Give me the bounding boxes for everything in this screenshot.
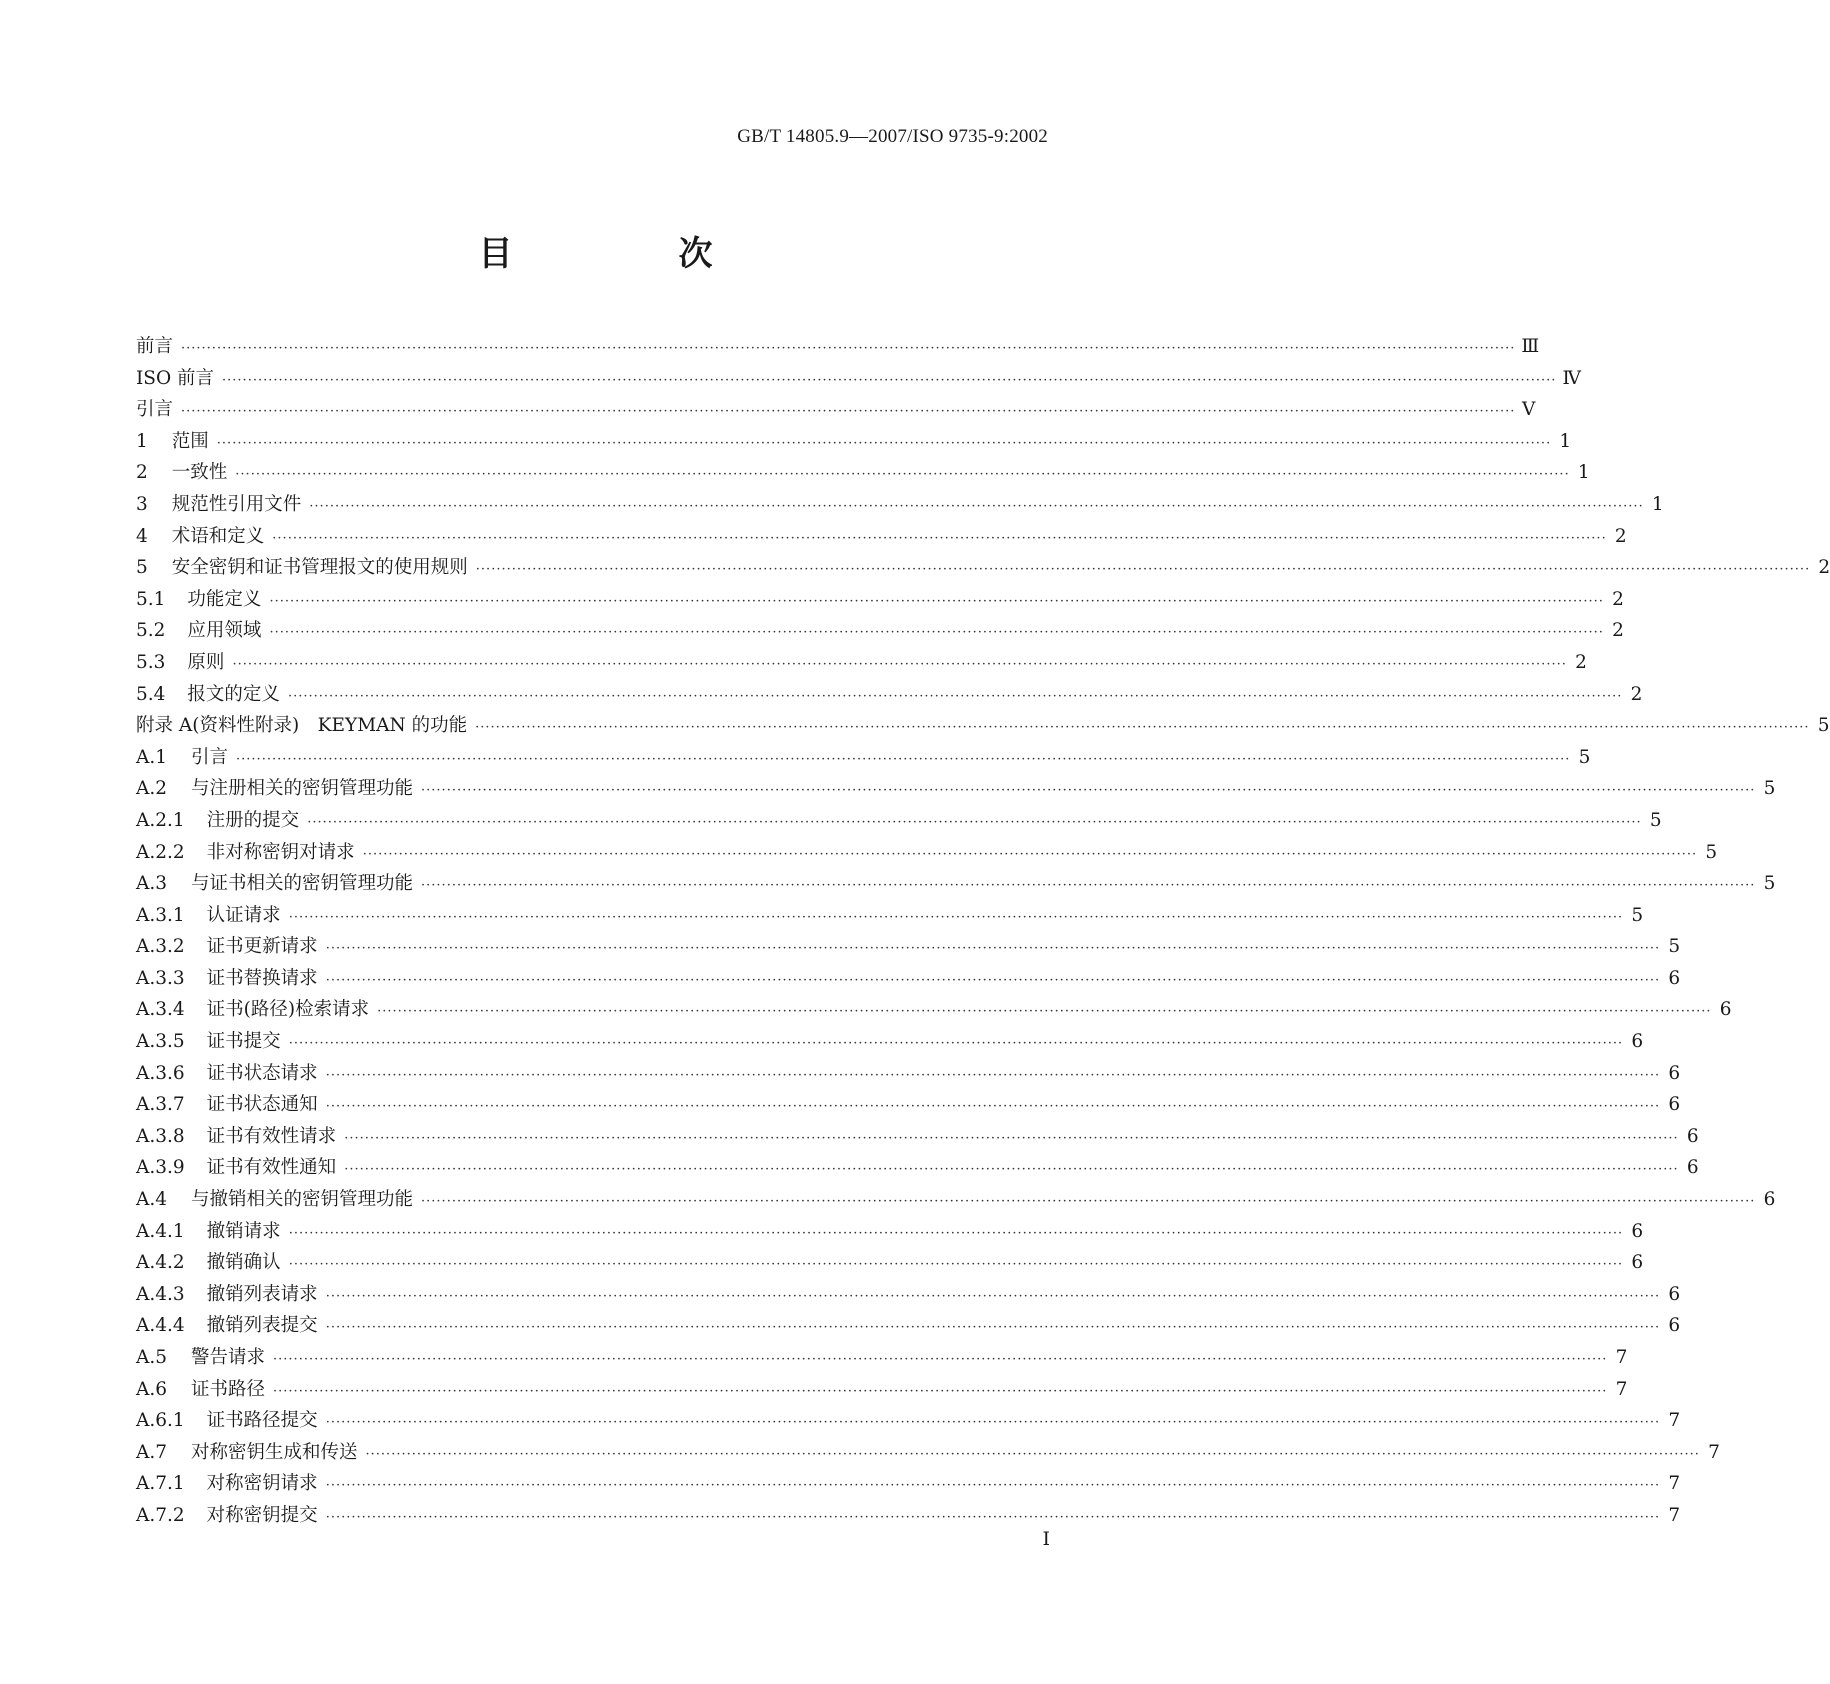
toc-entry-number: A.2 — [136, 778, 168, 800]
toc-entry-number: 1 — [136, 430, 148, 452]
toc-entry-page: Ⅲ — [1521, 336, 1540, 357]
page-number: Ⅰ — [1042, 1529, 1050, 1550]
toc-entry-leader: ···································································································································································································································································· — [236, 751, 1571, 767]
toc-entry-page: 5 — [1763, 873, 1776, 895]
toc-entry-leader: ···································································································································································································································································· — [269, 593, 1604, 609]
toc-entry-page: 5 — [1631, 904, 1644, 926]
toc-entry-label: 证书替换请求 — [206, 967, 318, 989]
toc-entry-leader: ···································································································································································································································································· — [181, 404, 1516, 420]
toc-entry-number: A.7.1 — [136, 1473, 185, 1495]
toc-entry-number: A.4.3 — [136, 1283, 185, 1305]
toc-entry-leader: ···································································································································································································································································· — [288, 909, 1624, 925]
toc-entry-leader: ···································································································································································································································································· — [325, 1415, 1661, 1431]
toc-entry-page: 1 — [1559, 430, 1572, 452]
toc-entry — [136, 964, 1681, 996]
toc-entry-leader: ···································································································································································································································································· — [325, 1509, 1661, 1525]
toc-entry-leader: ···································································································································································································································································· — [273, 1352, 1608, 1367]
toc-entry-page: 6 — [1668, 1062, 1681, 1084]
toc-entry-number: A.1 — [136, 746, 168, 768]
toc-entry-leader: ···································································································································································································································································· — [365, 1446, 1700, 1462]
toc-entry-page: 2 — [1575, 651, 1587, 673]
toc-entry-number: A.3.8 — [136, 1125, 185, 1147]
toc-entry-label: 证书有效性通知 — [206, 1157, 337, 1179]
toc-entry-page: 6 — [1668, 1283, 1681, 1305]
toc-entry-page: 7 — [1668, 1410, 1681, 1432]
toc-entry-page: 1 — [1577, 462, 1590, 484]
toc-entry — [136, 1375, 1628, 1407]
toc-entry-leader: ···································································································································································································································································· — [287, 688, 1623, 704]
toc-entry — [136, 364, 1581, 396]
toc-entry-label: 与注册相关的密钥管理功能 — [191, 778, 414, 800]
toc-entry-page: 2 — [1818, 557, 1830, 579]
toc-entry-label: 对称密钥生成和传送 — [191, 1441, 358, 1463]
toc-entry-number: A.6 — [136, 1378, 168, 1400]
toc-entry-page: 2 — [1612, 620, 1624, 642]
toc-entry — [136, 932, 1681, 964]
toc-entry-label: 证书提交 — [206, 1031, 281, 1053]
toc-entry-leader: ···································································································································································································································································· — [222, 372, 1557, 388]
toc-entry-label: 证书路径提交 — [206, 1410, 318, 1432]
toc-entry-leader: ···································································································································································································································································· — [309, 498, 1644, 514]
toc-entry-page: 6 — [1686, 1157, 1699, 1179]
toc-entry-number: 2 — [136, 462, 148, 484]
toc-entry-leader: ···································································································································································································································································· — [272, 530, 1607, 546]
toc-entry-leader: ···································································································································································································································································· — [325, 1320, 1661, 1336]
toc-entry — [136, 1438, 1720, 1470]
toc-entry-page: 6 — [1763, 1189, 1776, 1211]
toc-entry — [136, 585, 1624, 617]
toc-entry — [136, 648, 1587, 680]
toc-entry-page: 5 — [1763, 778, 1776, 800]
toc-entry-label: 证书更新请求 — [206, 936, 318, 958]
toc-entry — [136, 995, 1732, 1027]
toc-entry-number: A.4 — [136, 1189, 168, 1211]
toc-entry — [136, 1185, 1776, 1217]
toc-entry-number: A.4.2 — [136, 1252, 185, 1274]
toc-entry — [136, 1090, 1681, 1122]
toc-entry-label: 警告请求 — [191, 1347, 266, 1368]
toc-entry — [136, 774, 1776, 806]
toc-entry — [136, 806, 1662, 838]
toc-entry-label: 撤销确认 — [206, 1252, 281, 1274]
toc-entry-label: 一致性 — [171, 462, 228, 484]
toc-entry-label: 认证请求 — [206, 904, 281, 926]
toc-entry — [136, 616, 1624, 648]
toc-entry-leader: ···································································································································································································································································· — [421, 1194, 1756, 1210]
toc-entry-page: 7 — [1615, 1378, 1628, 1400]
toc-entry — [136, 1343, 1628, 1375]
toc-entry-leader: ···································································································································································································································································· — [475, 562, 1811, 578]
toc-entry-label: ISO 前言 — [136, 367, 215, 389]
toc-entry-label: 原则 — [187, 651, 225, 673]
toc-entry-leader: ···································································································································································································································································· — [307, 814, 1642, 830]
toc-entry-leader: ···································································································································································································································································· — [475, 720, 1810, 736]
toc-entry-label: 前言 — [136, 336, 174, 357]
toc-entry-page: 2 — [1630, 683, 1643, 705]
toc-entry-number: 3 — [136, 493, 148, 515]
toc-entry-label: 报文的定义 — [187, 683, 280, 705]
table-of-contents — [136, 332, 1830, 1533]
toc-entry-number: A.3.5 — [136, 1031, 185, 1053]
toc-entry-label: 证书路径 — [191, 1378, 266, 1400]
toc-entry — [136, 901, 1644, 933]
toc-entry-label: 对称密钥提交 — [206, 1504, 318, 1526]
toc-entry — [136, 1406, 1681, 1438]
toc-entry — [136, 395, 1536, 427]
toc-entry-label: 撤销请求 — [206, 1220, 281, 1242]
toc-entry-page: 2 — [1614, 525, 1627, 547]
toc-entry — [136, 490, 1664, 522]
toc-entry — [136, 1311, 1681, 1343]
toc-entry-number: 5.4 — [136, 683, 166, 705]
toc-entry-leader: ···································································································································································································································································· — [344, 1162, 1679, 1178]
toc-entry-page: Ⅳ — [1562, 367, 1581, 389]
toc-entry-number: A.2.1 — [136, 809, 185, 831]
toc-entry — [136, 1153, 1699, 1185]
toc-entry-label: 撤销列表请求 — [206, 1283, 318, 1305]
toc-entry-page: 6 — [1631, 1031, 1644, 1053]
toc-entry-page: 2 — [1612, 588, 1624, 610]
toc-entry — [136, 522, 1627, 554]
toc-entry-page: 1 — [1651, 493, 1664, 515]
toc-entry-number: A.2.2 — [136, 841, 185, 863]
toc-entry-label: 证书(路径)检索请求 — [206, 999, 370, 1021]
toc-entry-leader: ···································································································································································································································································· — [232, 656, 1567, 672]
toc-entry — [136, 1217, 1644, 1249]
toc-entry — [136, 680, 1643, 712]
toc-entry-leader: ···································································································································································································································································· — [216, 435, 1552, 451]
toc-entry-page: 5 — [1817, 715, 1830, 737]
toc-entry-number: 5.2 — [136, 620, 166, 642]
toc-entry-label: 应用领域 — [187, 620, 262, 642]
toc-entry-page: 7 — [1615, 1347, 1628, 1368]
toc-entry-number: A.3.2 — [136, 936, 185, 958]
toc-entry-leader: ···································································································································································································································································· — [181, 341, 1516, 356]
toc-entry-page: 7 — [1668, 1473, 1681, 1495]
toc-entry — [136, 1280, 1681, 1312]
toc-entry-page: 5 — [1668, 936, 1681, 958]
toc-entry-number: 4 — [136, 525, 148, 547]
toc-entry-page: 6 — [1668, 1315, 1681, 1337]
toc-entry — [136, 711, 1830, 743]
toc-entry-page: 6 — [1668, 967, 1681, 989]
toc-entry — [136, 458, 1590, 490]
toc-entry-number: A.4.4 — [136, 1315, 185, 1337]
toc-entry-leader: ···································································································································································································································································· — [325, 941, 1661, 957]
toc-entry-page: Ⅴ — [1522, 399, 1536, 421]
toc-entry — [136, 553, 1830, 585]
toc-entry-number: A.4.1 — [136, 1220, 185, 1242]
toc-entry-page: 6 — [1719, 999, 1732, 1021]
toc-entry-leader: ···································································································································································································································································· — [273, 1383, 1608, 1399]
toc-entry-leader: ···································································································································································································································································· — [288, 1036, 1624, 1052]
toc-entry-page: 6 — [1631, 1252, 1644, 1274]
toc-entry-page: 6 — [1631, 1220, 1644, 1242]
toc-entry-leader: ···································································································································································································································································· — [421, 878, 1756, 894]
toc-entry-page: 7 — [1668, 1504, 1681, 1526]
toc-entry-page: 6 — [1686, 1125, 1699, 1147]
toc-entry-label: 引言 — [191, 746, 229, 768]
toc-entry-label: 范围 — [171, 430, 209, 452]
toc-entry-leader: ···································································································································································································································································· — [344, 1130, 1679, 1146]
toc-entry-page: 7 — [1708, 1441, 1720, 1463]
toc-entry-number: A.3.1 — [136, 904, 185, 926]
toc-entry-leader: ···································································································································································································································································· — [325, 1478, 1661, 1494]
page-title: 目 次 — [478, 234, 779, 274]
toc-entry — [136, 1059, 1681, 1091]
toc-entry-label: 非对称密钥对请求 — [206, 841, 355, 863]
toc-entry — [136, 1501, 1681, 1533]
toc-entry — [136, 1469, 1681, 1501]
toc-entry-label: 安全密钥和证书管理报文的使用规则 — [171, 557, 468, 579]
toc-entry-leader: ···································································································································································································································································· — [421, 783, 1756, 799]
toc-entry-leader: ···································································································································································································································································· — [269, 625, 1604, 641]
toc-entry-page: 5 — [1649, 809, 1662, 831]
toc-entry-number: 5.3 — [136, 651, 166, 673]
toc-entry-label: 附录 A(资料性附录) KEYMAN 的功能 — [136, 715, 468, 737]
toc-entry-label: 证书状态通知 — [206, 1094, 318, 1116]
toc-entry-number: A.6.1 — [136, 1410, 185, 1432]
toc-entry-leader: ···································································································································································································································································· — [325, 1099, 1661, 1115]
toc-entry-leader: ···································································································································································································································································· — [325, 972, 1661, 988]
toc-entry-number: A.7.2 — [136, 1504, 185, 1526]
toc-entry — [136, 869, 1776, 901]
toc-entry — [136, 1122, 1699, 1154]
toc-entry-label: 引言 — [136, 399, 174, 421]
toc-entry-label: 撤销列表提交 — [206, 1315, 318, 1337]
toc-entry-label: 证书状态请求 — [206, 1062, 318, 1084]
toc-entry — [136, 427, 1572, 459]
toc-entry-label: 与撤销相关的密钥管理功能 — [191, 1189, 414, 1211]
toc-entry-number: 5 — [136, 557, 148, 579]
toc-entry-number: A.3.6 — [136, 1062, 185, 1084]
toc-entry-number: A.3.7 — [136, 1094, 185, 1116]
toc-entry-page: 5 — [1578, 746, 1591, 768]
toc-entry-leader: ···································································································································································································································································· — [377, 1004, 1712, 1020]
toc-entry-label: 规范性引用文件 — [171, 493, 302, 515]
toc-entry-page: 6 — [1668, 1094, 1681, 1116]
toc-entry-label: 与证书相关的密钥管理功能 — [191, 873, 414, 895]
toc-entry-number: A.7 — [136, 1441, 168, 1463]
toc-entry — [136, 1248, 1644, 1280]
toc-entry — [136, 838, 1718, 870]
toc-entry-number: A.3.9 — [136, 1157, 185, 1179]
toc-entry-label: 术语和定义 — [171, 525, 265, 547]
toc-entry-label: 注册的提交 — [206, 809, 300, 831]
toc-entry — [136, 1027, 1644, 1059]
toc-entry-number: A.3.4 — [136, 999, 185, 1021]
toc-entry — [136, 332, 1540, 364]
toc-entry-leader: ···································································································································································································································································· — [288, 1225, 1624, 1241]
toc-entry-label: 对称密钥请求 — [206, 1473, 318, 1495]
toc-entry-page: 5 — [1705, 841, 1718, 863]
toc-entry-leader: ···································································································································································································································································· — [362, 846, 1698, 862]
toc-entry-leader: ···································································································································································································································································· — [325, 1067, 1661, 1083]
toc-entry-number: A.5 — [136, 1347, 168, 1368]
toc-entry-leader: ···································································································································································································································································· — [235, 467, 1570, 483]
toc-entry-number: A.3 — [136, 873, 168, 895]
toc-entry-label: 证书有效性请求 — [206, 1125, 337, 1147]
standard-code-header: GB/T 14805.9—2007/ISO 9735-9:2002 — [737, 126, 1048, 147]
toc-entry-label: 功能定义 — [187, 588, 262, 610]
toc-entry — [136, 743, 1591, 775]
toc-entry-number: A.3.3 — [136, 967, 185, 989]
toc-entry-leader: ···································································································································································································································································· — [288, 1257, 1624, 1273]
toc-entry-leader: ···································································································································································································································································· — [325, 1288, 1661, 1304]
toc-entry-number: 5.1 — [136, 588, 166, 610]
